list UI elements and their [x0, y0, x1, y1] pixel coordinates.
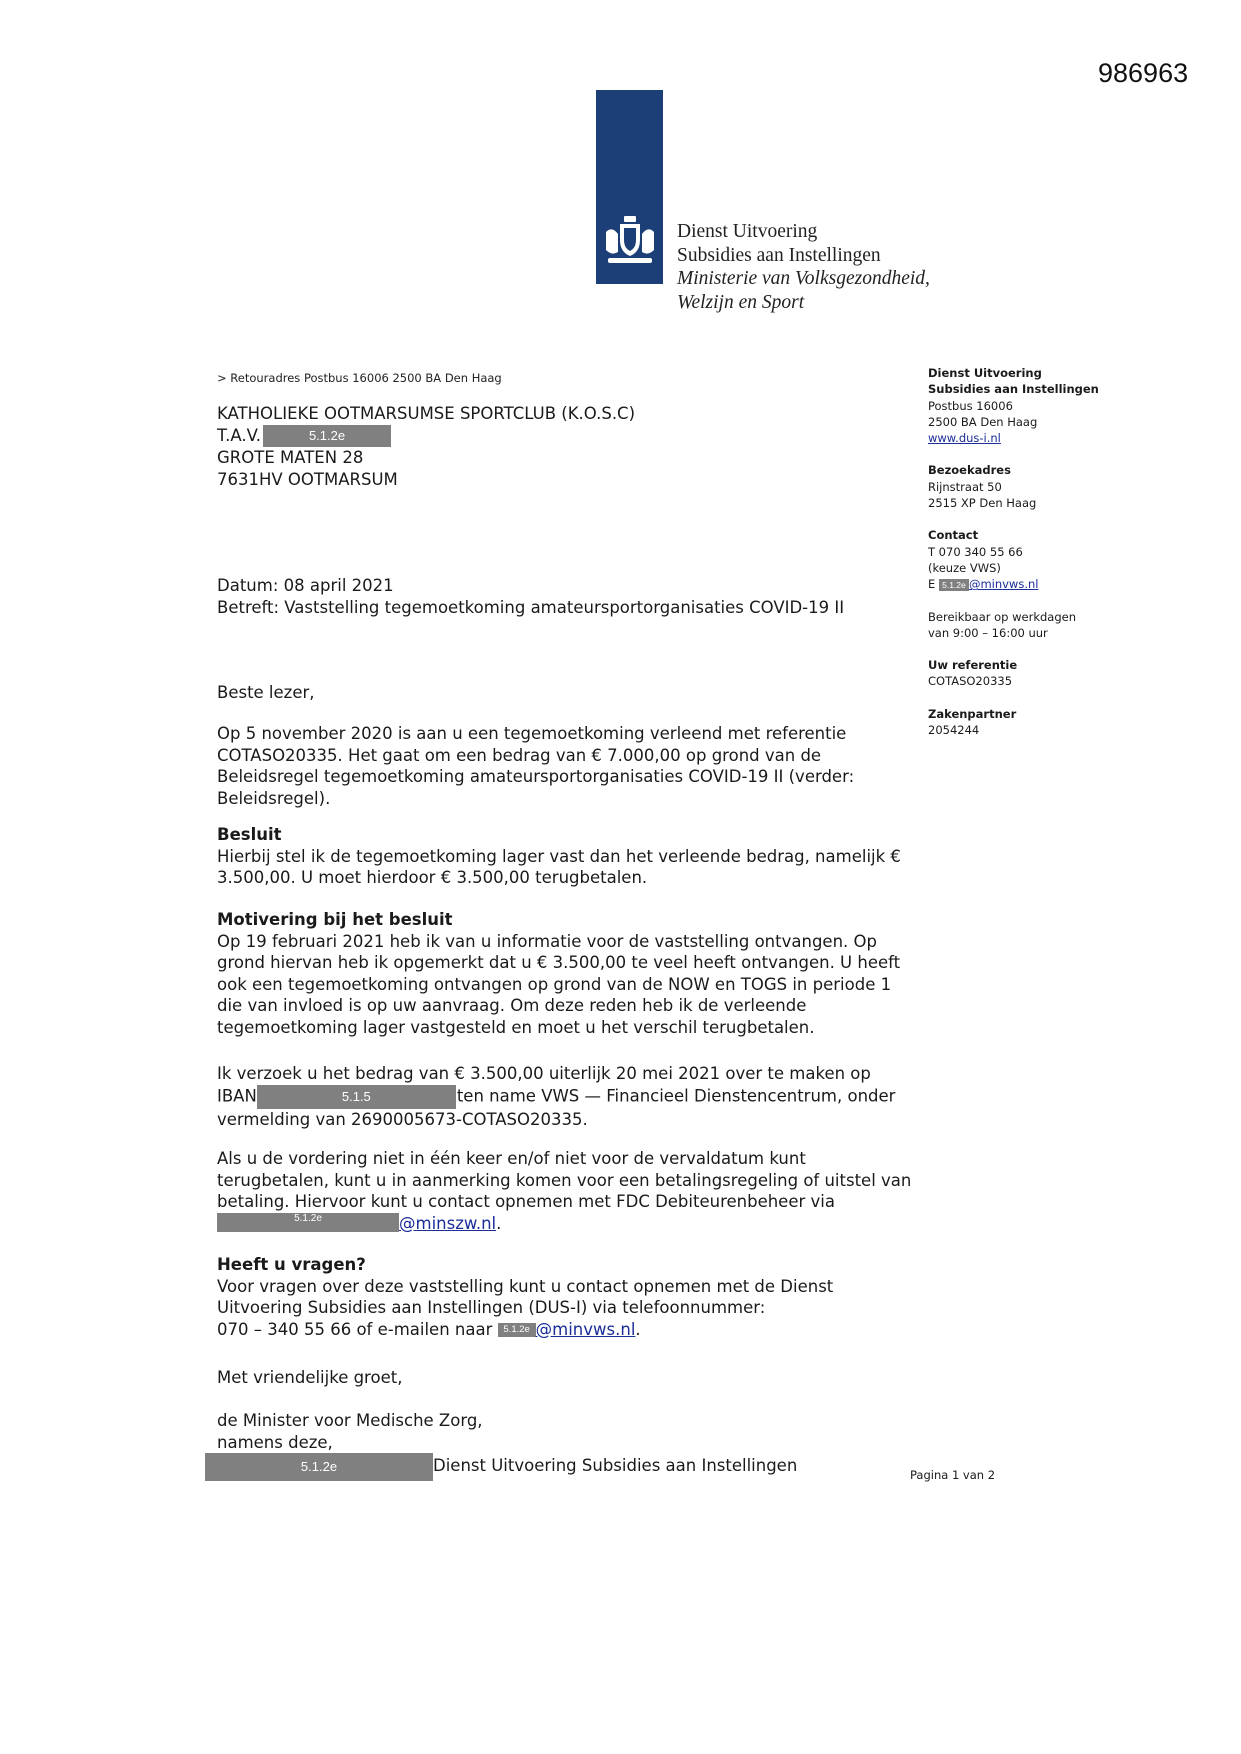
regeling-text: Als u de vordering niet in één keer en/of niet voor de vervaldatum kunt terugbetalen, kunt u in aanmerking komen voor een betalingsregeling of uitstel van betaling. Hiervoor kunt u contact opnemen met FDC Debiteurenbeheer via — [217, 1149, 912, 1211]
vragen-section — [217, 1254, 917, 1340]
recipient-line-1: KATHOLIEKE OOTMARSUMSE SPORTCLUB (K.O.S.C) — [217, 404, 636, 423]
vragen-line-2: Uitvoering Subsidies aan Instellingen (DUS-I) via telefoonnummer: — [217, 1298, 766, 1317]
sidebar-website-link[interactable]: www.dus-i.nl — [928, 431, 1001, 446]
sidebar-partner-label: Zakenpartner — [928, 706, 1017, 721]
sidebar-org-line-2: Subsidies aan Instellingen — [928, 382, 1099, 397]
letter-subject: Betreft: Vaststelling tegemoetkoming amateursportorganisaties COVID-19 II — [217, 598, 845, 617]
redaction-box: 5.1.2e — [205, 1453, 433, 1481]
sidebar-contact — [928, 365, 1099, 754]
sidebar-contact-block — [928, 527, 1099, 592]
sidebar-org-line-1: Dienst Uitvoering — [928, 366, 1042, 380]
sidebar-postcode: 2500 BA Den Haag — [928, 414, 1038, 429]
sidebar-phone-note: (keuze VWS) — [928, 560, 1001, 575]
vragen-dot: . — [635, 1319, 641, 1339]
sidebar-email-prefix: E — [928, 577, 936, 592]
regeling-section — [217, 1148, 917, 1234]
payment-line-2 — [217, 1085, 937, 1109]
sidebar-hours-line-2: van 9:00 – 16:00 uur — [928, 625, 1048, 640]
motivering-section — [217, 909, 917, 1038]
sidebar-phone: T 070 340 55 66 — [928, 544, 1023, 559]
sidebar-bezoek-street: Rijnstraat 50 — [928, 479, 1002, 494]
document-id: 986963 — [1098, 58, 1189, 88]
recipient-line-3: GROTE MATEN 28 — [217, 448, 364, 467]
letter-meta — [217, 575, 844, 619]
greeting: Beste lezer, — [217, 683, 315, 702]
crest-icon — [600, 214, 660, 268]
redaction-box: 5.1.5 — [257, 1085, 456, 1109]
page-number: Pagina 1 van 2 — [910, 1468, 996, 1482]
signature-line — [205, 1452, 797, 1481]
sidebar-partner-value: 2054244 — [928, 723, 980, 738]
fdc-email-link[interactable]: @minszw.nl — [399, 1213, 497, 1233]
redaction-box: 5.1.2e — [939, 579, 969, 591]
intro-paragraph — [217, 723, 917, 809]
signature-block — [217, 1410, 917, 1453]
logo-line-3: Ministerie van Volksgezondheid, — [677, 268, 930, 289]
redaction-box: 5.1.2e — [263, 425, 391, 447]
payment-line-2-rest: ten name VWS — Financieel Dienstencentrum, onder — [456, 1086, 896, 1105]
return-address: > Retouradres Postbus 16006 2500 BA Den Haag — [217, 371, 502, 385]
fdc-email — [217, 1213, 917, 1235]
vragen-line-3 — [217, 1319, 917, 1341]
redaction-box: 5.1.2e — [498, 1323, 536, 1337]
besluit-section — [217, 824, 917, 889]
sidebar-ref-value: COTASO20335 — [928, 674, 1013, 689]
payment-line-1: Ik verzoek u het bedrag van € 3.500,00 uiterlijk 20 mei 2021 over te maken op — [217, 1064, 871, 1083]
redaction-box: 5.1.2e — [217, 1213, 399, 1232]
recipient-address — [217, 403, 635, 490]
sidebar-org-block — [928, 365, 1099, 446]
intro-text: Op 5 november 2020 is aan u een tegemoetkoming verleend met referentie COTASO20335. Het gaat om een bedrag van € 7.000,00 op grond van de Beleidsregel tegemoetkoming amateursportorganisaties COVID-19 II (verder: Beleidsregel). — [217, 724, 855, 808]
tav-prefix: T.A.V. — [217, 425, 262, 445]
motivering-heading: Motivering bij het besluit — [217, 910, 453, 929]
fdc-email-dot: . — [496, 1213, 502, 1233]
sidebar-email-link[interactable]: @minvws.nl — [968, 577, 1039, 592]
closing: Met vriendelijke groet, — [217, 1368, 403, 1387]
recipient-line-2 — [217, 425, 635, 448]
sidebar-hours-block — [928, 609, 1099, 642]
dusi-email-link[interactable]: @minvws.nl — [535, 1319, 636, 1339]
vragen-line-3-prefix: 070 – 340 55 66 of e-mailen naar — [217, 1319, 493, 1339]
sidebar-postbus: Postbus 16006 — [928, 398, 1013, 413]
logo-text — [677, 220, 930, 314]
logo-line-4: Welzijn en Sport — [677, 291, 805, 313]
sidebar-bezoek-label: Bezoekadres — [928, 463, 1011, 478]
recipient-line-4: 7631HV OOTMARSUM — [217, 469, 398, 489]
vragen-heading: Heeft u vragen? — [217, 1255, 366, 1274]
besluit-heading: Besluit — [217, 825, 282, 844]
sidebar-email — [928, 576, 1099, 592]
sidebar-hours-line-1: Bereikbaar op werkdagen — [928, 609, 1077, 624]
payment-section — [217, 1063, 937, 1130]
logo-line-1: Dienst Uitvoering — [677, 221, 818, 242]
sidebar-ref-label: Uw referentie — [928, 658, 1018, 673]
sidebar-contact-label: Contact — [928, 528, 979, 543]
logo-line-2: Subsidies aan Instellingen — [677, 244, 881, 266]
sign-org: Dienst Uitvoering Subsidies aan Instellingen — [433, 1456, 798, 1475]
sidebar-partner-block — [928, 706, 1099, 739]
letter-date: Datum: 08 april 2021 — [217, 576, 394, 595]
sidebar-ref-block — [928, 657, 1099, 690]
payment-line-3: vermelding van 2690005673-COTASO20335. — [217, 1109, 588, 1129]
vragen-line-1: Voor vragen over deze vaststelling kunt u contact opnemen met de Dienst — [217, 1276, 834, 1296]
sidebar-bezoek-city: 2515 XP Den Haag — [928, 496, 1037, 511]
iban-prefix: IBAN — [217, 1086, 257, 1105]
sidebar-bezoek-block — [928, 462, 1099, 511]
motivering-text: Op 19 februari 2021 heb ik van u informatie voor de vaststelling ontvangen. Op grond hiervan heb ik opgemerkt dat u € 3.500,00 te veel heeft ontvangen. U heeft ook een tegemoetkoming ontvangen op grond van de NOW en TOGS in periode 1 die van invloed is op uw aanvraag. Om deze reden heb ik de verleende tegemoetkoming lager vastgesteld en moet u het verschil terugbetalen. — [217, 931, 901, 1037]
sign-line-1: de Minister voor Medische Zorg, — [217, 1411, 483, 1430]
besluit-text: Hierbij stel ik de tegemoetkoming lager vast dan het verleende bedrag, namelijk € 3.500,00. U moet hierdoor € 3.500,00 terugbetalen. — [217, 846, 901, 887]
sign-line-2: namens deze, — [217, 1432, 333, 1452]
